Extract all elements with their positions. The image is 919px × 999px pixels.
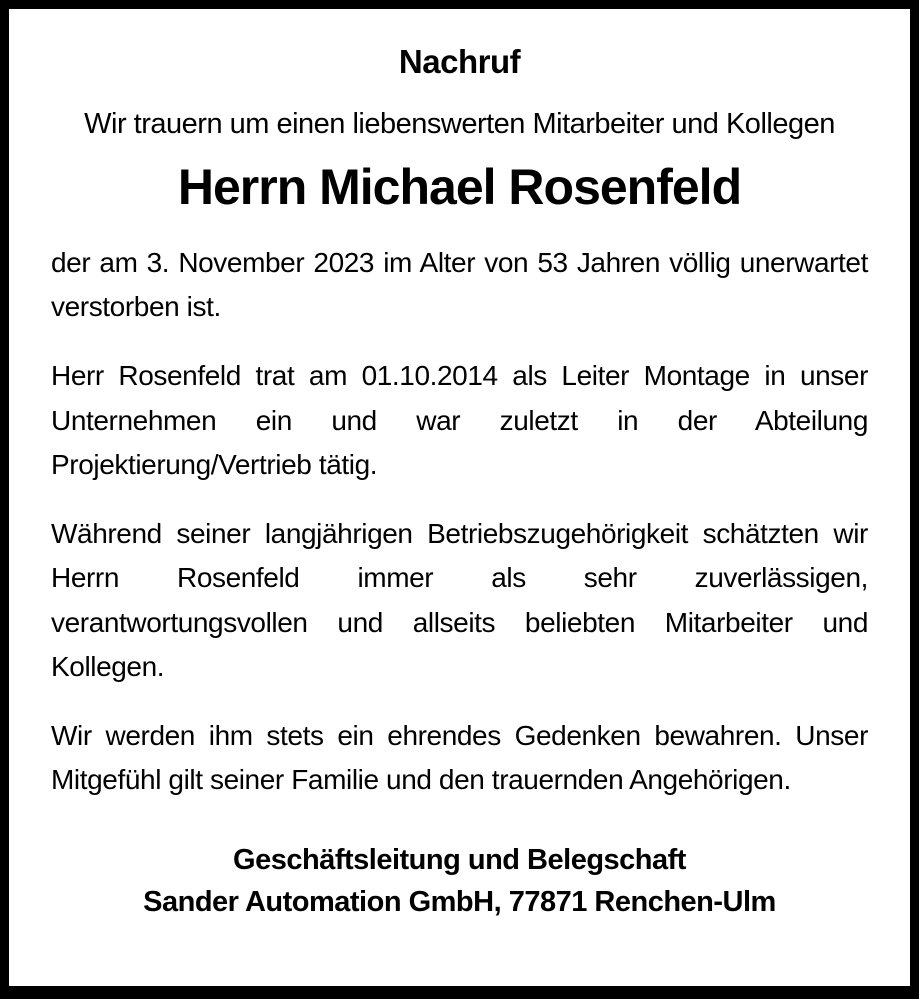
paragraph-death-details: der am 3. November 2023 im Alter von 53 Jahren völlig unerwartet verstorben ist. <box>51 247 868 323</box>
deceased-name: Herrn Michael Rosenfeld <box>177 159 742 215</box>
notice-content <box>9 9 910 986</box>
notice-title: Nachruf <box>398 43 521 80</box>
signature-block <box>51 839 868 925</box>
paragraph-career: Herr Rosenfeld trat am 01.10.2014 als Leiter Montage in unser Unternehmen ein und war zuletzt in der Abteilung Projektierung/Vertrieb tätig. <box>51 360 868 480</box>
intro-line: Wir trauern um einen liebenswerten Mitarbeiter und Kollegen <box>84 108 835 140</box>
signature-line-management: Geschäftsleitung und Belegschaft <box>233 843 686 876</box>
signature-line-company: Sander Automation GmbH, 77871 Renchen-Ulm <box>143 886 776 919</box>
paragraph-appreciation: Während seiner langjährigen Betriebszugehörigkeit schätzten wir Herrn Rosenfeld immer als sehr zuverlässigen, verantwortungsvollen und allseits beliebten Mitarbeiter und Kollegen. <box>51 518 868 682</box>
paragraph-condolence: Wir werden ihm stets ein ehrendes Gedenken bewahren. Unser Mitgefühl gilt seiner Familie und den trauernden Angehörigen. <box>51 720 868 796</box>
